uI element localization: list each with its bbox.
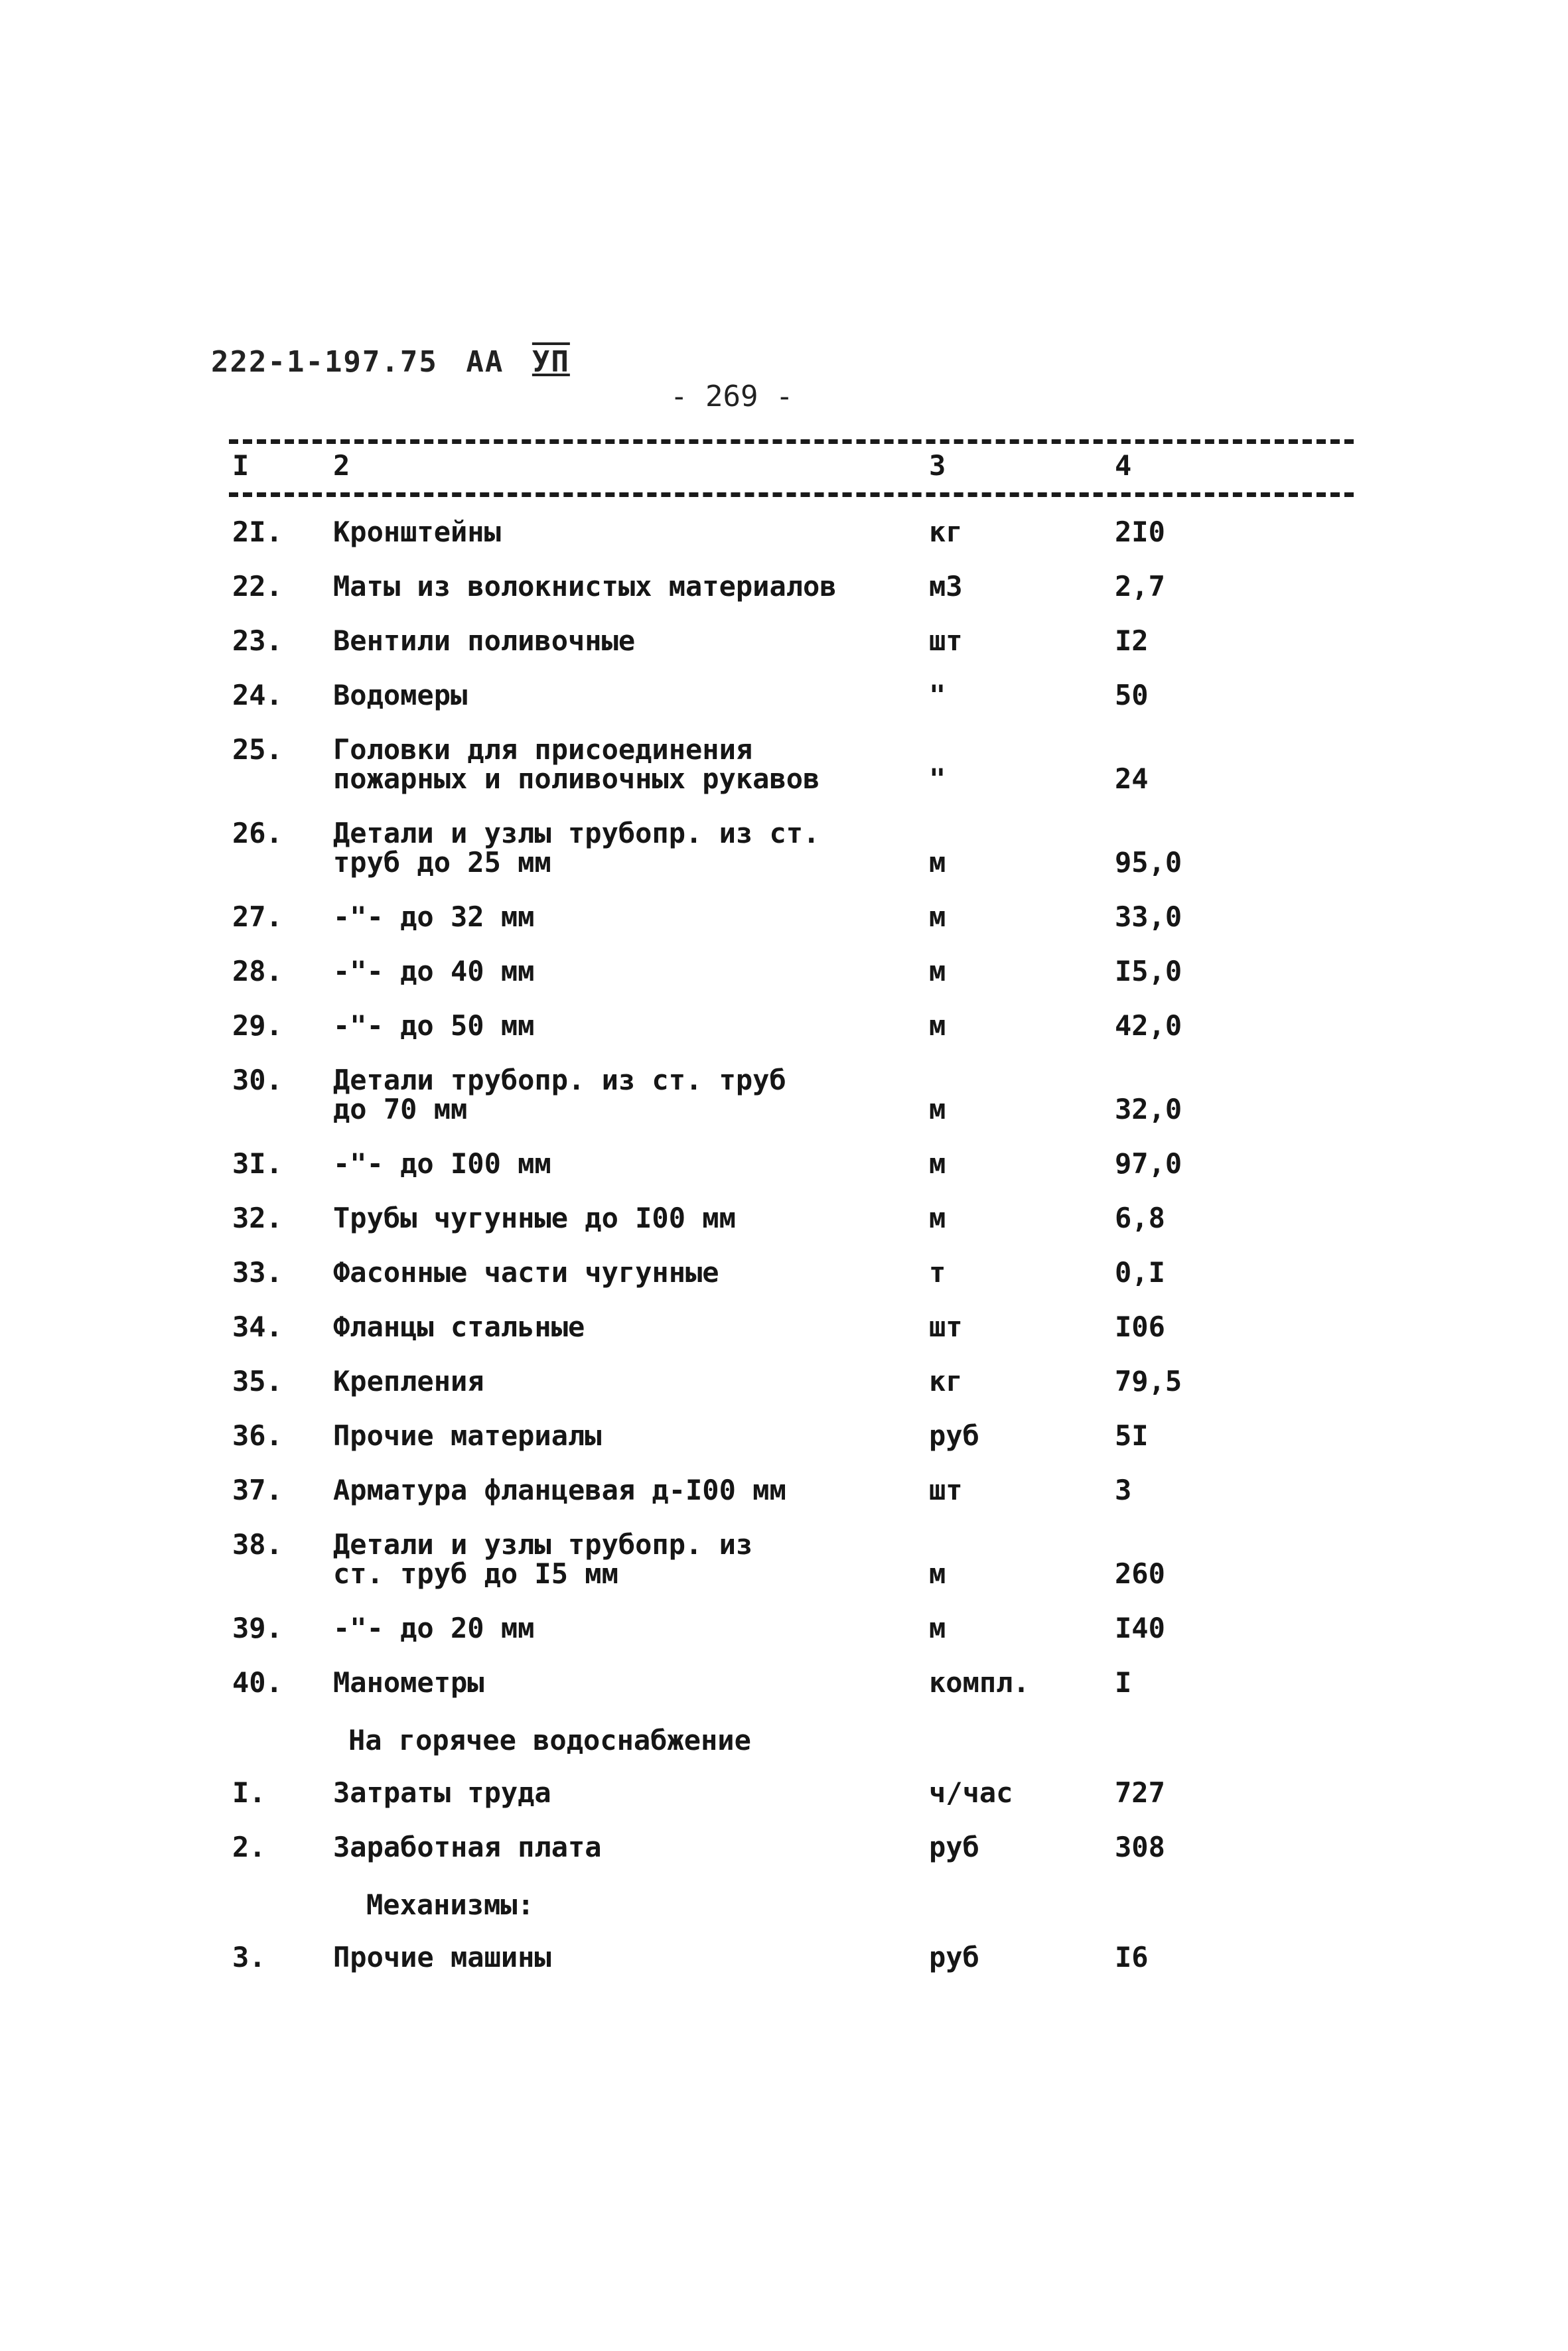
page-number: - 269 - (670, 380, 794, 413)
row-value: 33,0 (1115, 900, 1182, 933)
row-unit: т (929, 1256, 946, 1289)
row-value: 5I (1115, 1419, 1149, 1452)
row-value: 727 (1115, 1776, 1165, 1809)
row-name: -"- до I00 мм (333, 1147, 551, 1180)
row-number: 28. (232, 955, 283, 987)
row-number: 37. (232, 1474, 283, 1506)
column-header-2: 2 (333, 449, 350, 482)
row-name: Кронштейны (333, 516, 501, 548)
row-number: 39. (232, 1612, 283, 1644)
row-unit: " (929, 762, 946, 795)
row-number: 29. (232, 1009, 283, 1042)
row-value: 42,0 (1115, 1009, 1182, 1042)
row-unit: компл. (929, 1666, 1030, 1699)
row-name: Фасонные части чугунные (333, 1256, 719, 1289)
row-value: 260 (1115, 1557, 1165, 1590)
row-name: Вентили поливочные (333, 624, 636, 657)
code-number: 222-1-197.75 (211, 345, 438, 379)
row-number: 27. (232, 900, 283, 933)
row-unit: м (929, 900, 946, 933)
row-name: Арматура фланцевая д-I00 мм (333, 1474, 786, 1506)
row-value: 0,I (1115, 1256, 1165, 1289)
row-name: -"- до 20 мм (333, 1612, 535, 1644)
row-name: Детали и узлы трубопр. из ст. труб до I5 мм (333, 1528, 753, 1590)
row-value: 3 (1115, 1474, 1132, 1506)
row-unit: шт (929, 624, 963, 657)
row-value: 50 (1115, 679, 1149, 711)
row-name: -"- до 32 мм (333, 900, 535, 933)
row-number: 22. (232, 570, 283, 603)
row-number: 2. (232, 1831, 266, 1863)
row-unit: кг (929, 1365, 963, 1397)
row-value: 6,8 (1115, 1202, 1165, 1234)
row-name: Детали и узлы трубопр. из ст. труб до 25 мм (333, 817, 820, 879)
row-number: 30. (232, 1064, 283, 1096)
row-number: 26. (232, 817, 283, 849)
row-value: 79,5 (1115, 1365, 1182, 1397)
row-number: 35. (232, 1365, 283, 1397)
row-number: I. (232, 1776, 266, 1809)
row-unit: руб (929, 1419, 979, 1452)
row-name: Детали трубопр. из ст. труб до 70 мм (333, 1064, 786, 1125)
row-number: 32. (232, 1202, 283, 1234)
row-value: 32,0 (1115, 1093, 1182, 1125)
row-value: I06 (1115, 1311, 1165, 1343)
row-value: 2I0 (1115, 516, 1165, 548)
column-header-4: 4 (1115, 449, 1132, 482)
row-value: I40 (1115, 1612, 1165, 1644)
row-unit: м (929, 1557, 946, 1590)
row-number: 24. (232, 679, 283, 711)
row-number: 34. (232, 1311, 283, 1343)
row-name: Головки для присоединения пожарных и поливочных рукавов (333, 733, 820, 795)
header-rule (229, 492, 1354, 497)
row-unit: кг (929, 516, 963, 548)
row-name: Прочие материалы (333, 1419, 602, 1452)
row-number: 40. (232, 1666, 283, 1699)
row-value: 2,7 (1115, 570, 1165, 603)
row-unit: шт (929, 1311, 963, 1343)
row-name: Трубы чугунные до I00 мм (333, 1202, 736, 1234)
row-name: -"- до 40 мм (333, 955, 535, 987)
row-unit: шт (929, 1474, 963, 1506)
row-value: I2 (1115, 624, 1149, 657)
row-unit: руб (929, 1831, 979, 1863)
row-number: 2I. (232, 516, 283, 548)
row-value: I6 (1115, 1941, 1149, 1973)
document-code (211, 345, 570, 379)
row-name: Маты из волокнистых материалов (333, 570, 837, 603)
row-unit: м (929, 1093, 946, 1125)
code-suffix: АА (466, 345, 504, 379)
row-name: Водомеры (333, 679, 468, 711)
row-unit: м (929, 1009, 946, 1042)
row-number: 33. (232, 1256, 283, 1289)
section-title-hot-water: На горячее водоснабжение (348, 1724, 751, 1756)
row-name: Фланцы стальные (333, 1311, 585, 1343)
row-name: Затраты труда (333, 1776, 551, 1809)
row-value: 308 (1115, 1831, 1165, 1863)
column-header-3: 3 (929, 449, 946, 482)
row-value: 24 (1115, 762, 1149, 795)
row-name: Манометры (333, 1666, 484, 1699)
row-unit: м (929, 1147, 946, 1180)
row-unit: м (929, 1612, 946, 1644)
row-value: I5,0 (1115, 955, 1182, 987)
row-value: 95,0 (1115, 846, 1182, 879)
row-number: 25. (232, 733, 283, 766)
row-unit: м (929, 955, 946, 987)
row-unit: ч/час (929, 1776, 1013, 1809)
row-name: Прочие машины (333, 1941, 551, 1973)
row-name: Заработная плата (333, 1831, 602, 1863)
row-name: Крепления (333, 1365, 484, 1397)
code-mark: УП (532, 345, 570, 379)
row-value: 97,0 (1115, 1147, 1182, 1180)
row-unit: м3 (929, 570, 963, 603)
row-number: 3I. (232, 1147, 283, 1180)
row-value: I (1115, 1666, 1132, 1699)
row-number: 38. (232, 1528, 283, 1561)
column-header-1: I (232, 449, 249, 482)
row-number: 3. (232, 1941, 266, 1973)
row-unit: м (929, 1202, 946, 1234)
row-unit: руб (929, 1941, 979, 1973)
row-unit: м (929, 846, 946, 879)
top-rule (229, 439, 1354, 444)
section-title-mechanisms: Механизмы: (366, 1888, 534, 1921)
row-number: 23. (232, 624, 283, 657)
row-number: 36. (232, 1419, 283, 1452)
row-name: -"- до 50 мм (333, 1009, 535, 1042)
row-unit: " (929, 679, 946, 711)
